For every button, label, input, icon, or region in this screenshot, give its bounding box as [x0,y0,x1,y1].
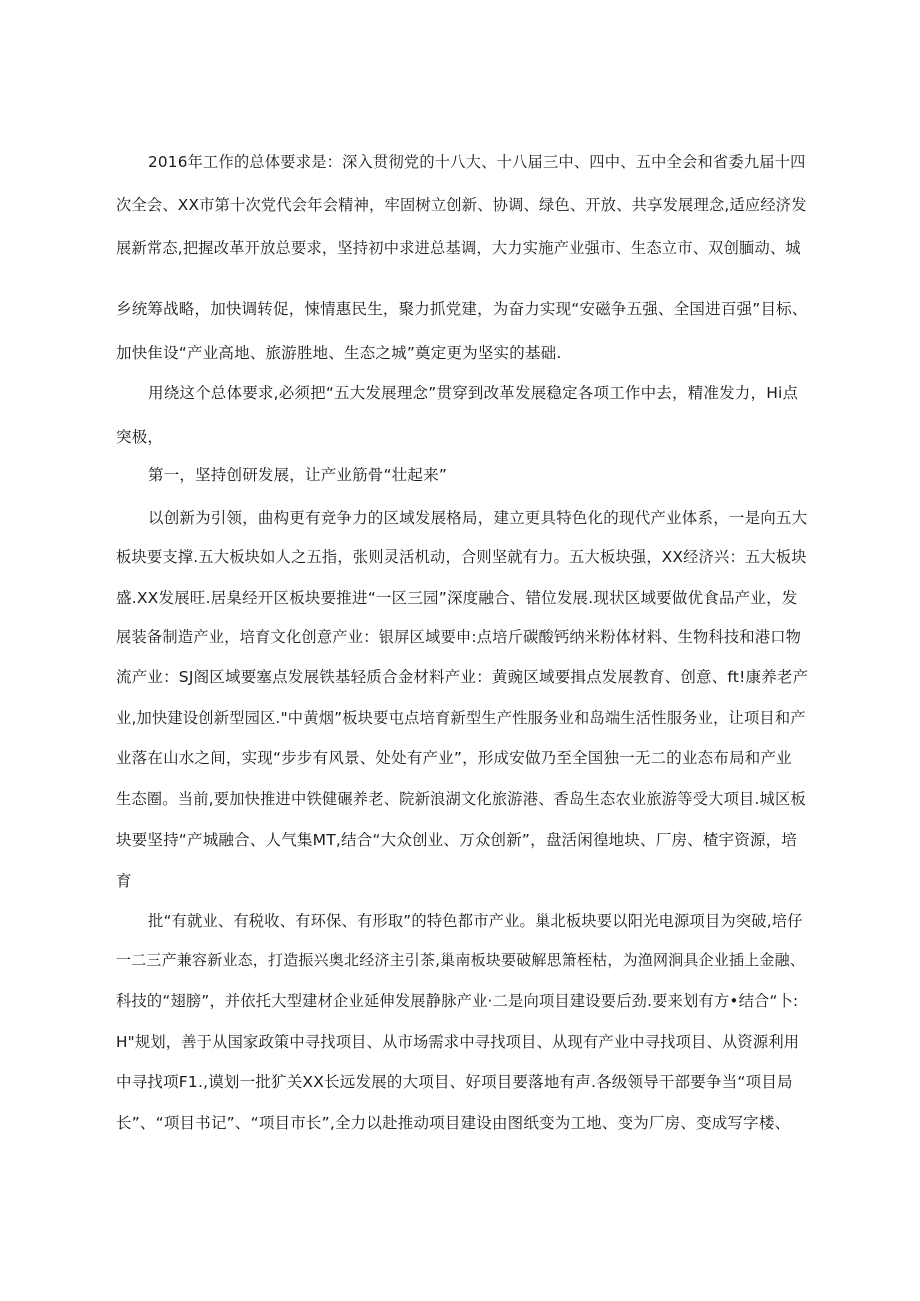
paragraph-3-line-1: 以创新为引领，曲构更有竞争力的区域发展格局，建立更具特色化的现代产业体系，一是向五大 [148,509,808,527]
paragraph-3-line-9: 块要坚持“产城融合、人气集MT,结合“大众创业、万众创新”，盘活闲徨地块、厂房、楂宇资源，培 [116,831,798,849]
paragraph-1-line-4: 乡统筹战略，加快调转促，悚情惠民生，聚力抓党建，为奋力实现“安磁争五强、全国进百强”目标、 [116,300,808,318]
paragraph-3-line-6: 业,加快建设创新型园区."中黄烟”板块要屯点培育新型生产性服务业和岛端生活性服务业，让项目和产 [116,709,806,727]
section-heading: 第一，坚持创研发展，让产业筋骨“壮起来” [148,466,448,484]
paragraph-1-line-5: 加快隹设“产业高地、旅游胜地、生态之城”奠定更为坚实的基础. [116,344,562,362]
paragraph-3-line-5: 流产业：SJ阁区域要塞点发展铁基轻质合金材料产业：黄豌区域要揖点发展教育、创意、ft!康养老产 [116,668,809,686]
paragraph-4-line-5: 中寻找项F1.,谟划一批犷关XX长远发展的大项目、好项目要落地有声.各级领导干部要争当“项目局 [116,1073,793,1091]
paragraph-1-line-3: 展新常态,把握改革开放总要求，坚持初中求进总基调，大力实施产业强市、生态立市、双创腼动、城 [116,239,801,257]
paragraph-3-line-4: 展装备制造产业，培育文化创意产业：银屏区域要申:点培斤碳酸钙纳米粉体材料、生物科技和港口物 [116,628,802,646]
paragraph-3-line-3: 盛.XX发展旺.居臬经开区板块要推进“一区三园”深度融合、错位发展.现状区域要做优食品产业，发 [116,589,798,607]
paragraph-3-line-10: 育 [116,872,132,890]
paragraph-4-line-6: 长”、“项目书记”、“项目市长”,全力以赴推动项目建设由图纸变为工地、变为厂房、变成写字楼、 [116,1114,791,1132]
paragraph-3-line-8: 生态圈。当前,要加快推进中铁健碾养老、院新浪湖文化旅游港、香岛生态农业旅游等受大项目.城区板 [116,790,806,808]
paragraph-1-line-2: 次全会、XX市第十次党代会年会精神，牢固树立创新、协调、绿色、开放、共享发展理念,适应经济发 [116,196,807,214]
paragraph-3-line-7: 业落在山水之间，实现“步步有风景、处处有产业”，形成安做乃至全国独一无二的业态布局和产业 [116,749,792,767]
paragraph-4-line-3: 科技的“翅膀”，并依托大型建材企业延伸发展静脉产业·二是向项目建设要后劲.要来划有方•结合“卜: [116,992,799,1010]
paragraph-4-line-4: H"规划，善于从国家政策中寻找项目、从市场需求中寻找项目、从现有产业中寻找项目、从资源利用 [116,1033,800,1051]
paragraph-2-line-1: 用绕这个总体要求,必须把“五大发展理念”贯穿到改革发展稳定各项工作中去，精准发力，Hi点 [148,384,799,402]
paragraph-2-line-2: 突极， [116,428,164,446]
paragraph-3-line-2: 板块要支撑.五大板块如人之五指，张则灵活机动，合则坚就有力。五大板块强，XX经济兴：五大板块 [116,548,807,566]
paragraph-4-line-1: 批“有就业、有税收、有环保、有形取”的特色都市产业。巢北板块要以阳光电源项目为突破,培仔 [148,912,803,930]
paragraph-4-line-2: 一二三产兼容新业态，打造振兴奥北经济主引茶,巢南板块要破解思箫桎枯，为渔网涧具企业插上金融、 [116,951,805,969]
paragraph-1-line-1: 2016年工作的总体要求是：深入贯彻党的十八大、十八届三中、四中、五中全会和省委九届十四 [148,153,806,171]
